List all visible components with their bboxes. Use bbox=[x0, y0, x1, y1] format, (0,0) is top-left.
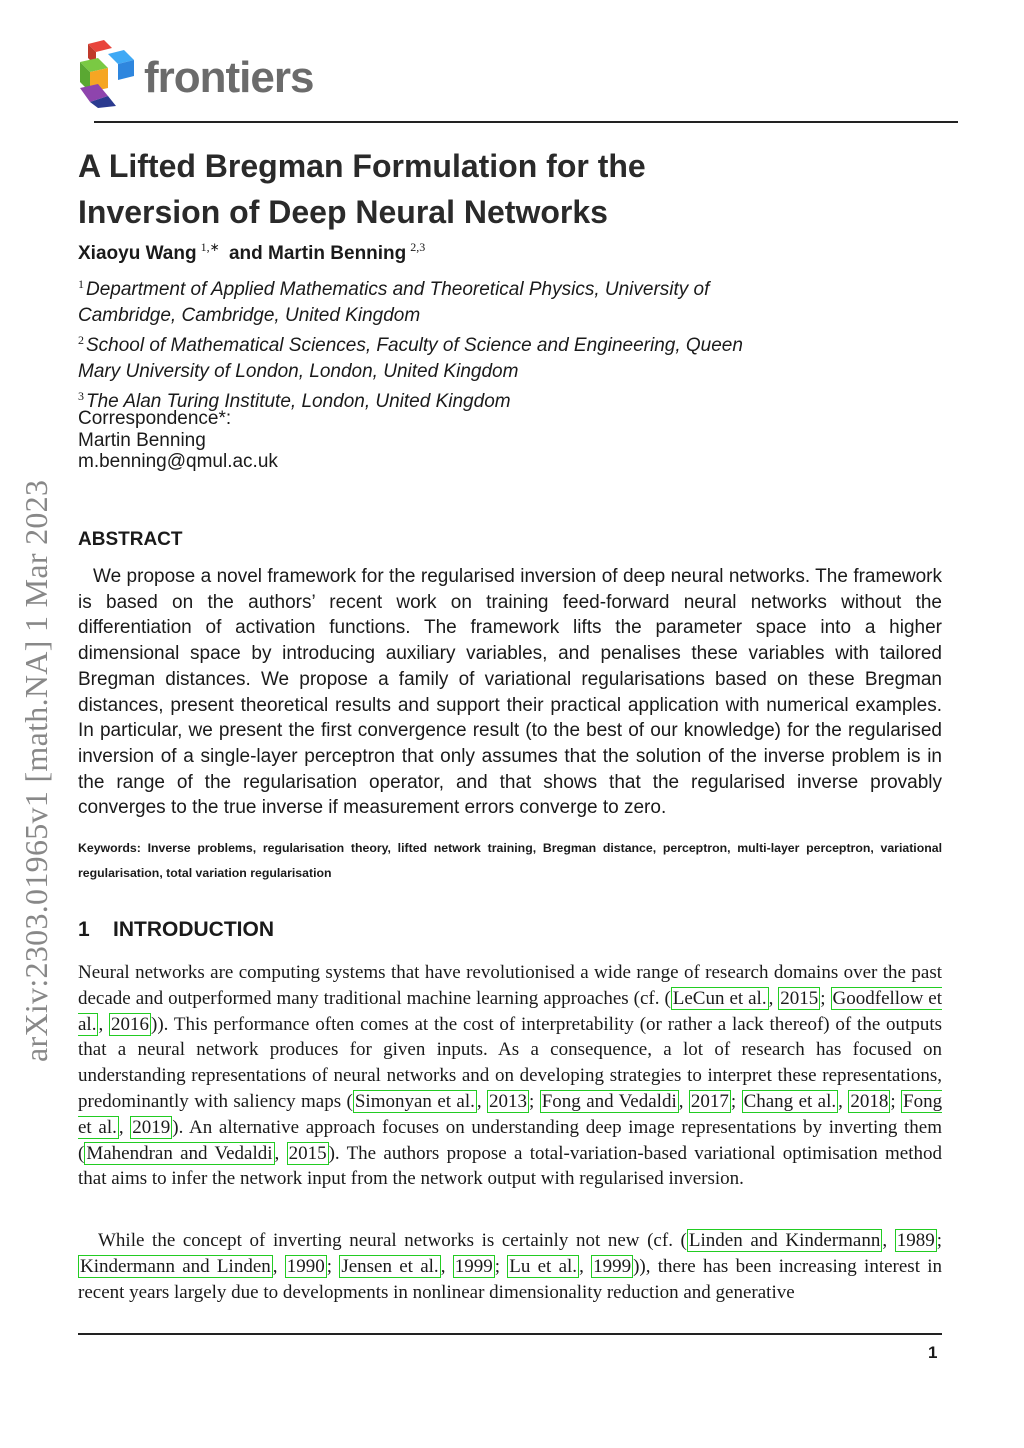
author-conjunction: and bbox=[228, 243, 263, 264]
citation-link[interactable]: 2016 bbox=[111, 1013, 150, 1035]
text-run: ; bbox=[529, 1090, 540, 1112]
citation-link[interactable]: 1999 bbox=[454, 1255, 493, 1277]
affiliations bbox=[78, 272, 958, 415]
citation-link[interactable]: 1989 bbox=[896, 1230, 935, 1251]
correspondence-label: Correspondence*: bbox=[78, 408, 232, 429]
affiliation-2-cont: Mary University of London, London, United Kingdom bbox=[78, 360, 519, 382]
citation-link[interactable]: Linden and Kindermann bbox=[688, 1230, 881, 1251]
citation-link[interactable]: 2013 bbox=[489, 1090, 528, 1112]
text-run: ; bbox=[936, 1230, 943, 1251]
text-run: ; bbox=[820, 987, 831, 1009]
arxiv-stamp: arXiv:2303.01965v1 [math.NA] 1 Mar 2023 bbox=[18, 479, 54, 1062]
text-run: , bbox=[440, 1255, 453, 1277]
text-run: , bbox=[98, 1013, 110, 1035]
text-run: , bbox=[476, 1090, 488, 1112]
authors bbox=[78, 240, 429, 265]
bottom-divider bbox=[78, 1333, 942, 1335]
text-run: , bbox=[272, 1255, 285, 1277]
citation-link[interactable]: 2019 bbox=[132, 1116, 171, 1138]
affiliation-2 bbox=[78, 328, 958, 359]
citation-link[interactable]: 2018 bbox=[850, 1090, 889, 1112]
section-title: INTRODUCTION bbox=[113, 918, 274, 941]
brand-name: frontiers bbox=[144, 53, 314, 102]
paper-title bbox=[78, 143, 938, 235]
abstract-text: We propose a novel framework for the regularised inversion of deep neural networks. The framework is based on the authors’ recent work on training feed-forward neural networks without the differentiation of activation functions. The framework lifts the parameter space into a higher dimensional space by introducing auxiliary variables, and penalises these variables with tailored Bregman distances. We propose a family of variational regularisations based on these Bregman distances, present theoretical results and support their practical application with numerical examples. In particular, we present the first convergence result (to the best of our knowledge) for the regularised inversion of a single-layer perceptron that only assumes that the solution of the inverse problem is in the range of the regularisation operator, and that shows that the regularised inverse provably converges to the true inverse if measurement errors converge to zero. bbox=[78, 566, 942, 819]
author-1-sup: 1,∗ bbox=[200, 240, 220, 254]
text-run: )). This performance often comes at the cost of interpretability (or rather a lack thereof) of the outputs that a neural network produces for given inputs. As a consequence, a lot of research has focused on understanding representations of neural networks and on developing strategies to interpret these representations, predominantly with saliency maps ( bbox=[78, 1013, 943, 1112]
section-heading-introduction bbox=[78, 918, 274, 942]
text-run: , bbox=[882, 1230, 895, 1251]
text-run: , bbox=[118, 1116, 131, 1138]
citation-link[interactable]: 1999 bbox=[593, 1255, 632, 1277]
text-run: , bbox=[274, 1142, 287, 1164]
page-number: 1 bbox=[928, 1343, 938, 1362]
text-run: , bbox=[838, 1090, 849, 1112]
section-number: 1 bbox=[78, 918, 90, 941]
correspondence bbox=[78, 408, 278, 473]
correspondence-email[interactable]: m.benning@qmul.ac.uk bbox=[78, 451, 278, 472]
citation-link[interactable]: Chang et al. bbox=[743, 1090, 837, 1112]
text-run: ; bbox=[890, 1090, 901, 1112]
text-run: ; bbox=[326, 1255, 340, 1277]
text-run: , bbox=[768, 987, 779, 1009]
author-2-name: Martin Benning bbox=[268, 243, 407, 264]
citation-link[interactable]: Lu et al. bbox=[509, 1255, 578, 1277]
citation-link[interactable]: 2015 bbox=[288, 1142, 327, 1164]
abstract-heading: ABSTRACT bbox=[78, 529, 183, 550]
affiliation-2-sup: 2 bbox=[78, 333, 84, 348]
citation-link[interactable]: Goodfellow et al. bbox=[78, 987, 942, 1035]
affiliation-3-sup: 3 bbox=[78, 389, 84, 404]
keywords: Keywords: Inverse problems, regularisation theory, lifted network training, Bregman distance, perceptron, multi-layer perceptron, variational regularisation, total variation regularisation bbox=[78, 841, 942, 880]
intro-paragraph-1 bbox=[78, 960, 942, 1192]
frontiers-logo bbox=[78, 40, 138, 108]
citation-link[interactable]: Simonyan et al. bbox=[354, 1090, 475, 1112]
affiliation-1 bbox=[78, 272, 958, 303]
text-run: ; bbox=[494, 1255, 508, 1277]
citation-link[interactable]: Kindermann and Linden bbox=[80, 1255, 271, 1277]
correspondence-name: Martin Benning bbox=[78, 429, 206, 451]
author-2-sup: 2,3 bbox=[410, 240, 426, 254]
intro-paragraph-2 bbox=[78, 1228, 942, 1305]
title-line-2: Inversion of Deep Neural Networks bbox=[78, 194, 608, 230]
author-1-name: Xiaoyu Wang bbox=[78, 243, 197, 264]
citation-link[interactable]: LeCun et al. bbox=[672, 987, 767, 1009]
citation-link[interactable]: Jensen et al. bbox=[341, 1255, 439, 1277]
citation-link[interactable]: 2017 bbox=[690, 1090, 729, 1112]
text-run: )), there has been increasing interest in recent years largely due to developments in nonlinear dimensionality reduction and generative bbox=[78, 1255, 943, 1303]
affiliation-2-line-1: School of Mathematical Sciences, Faculty of Science and Engineering, Queen bbox=[86, 335, 743, 357]
text-run: , bbox=[678, 1090, 689, 1112]
citation-link[interactable]: 2015 bbox=[780, 987, 819, 1009]
top-divider bbox=[94, 121, 958, 123]
citation-link[interactable]: Fong and Vedaldi bbox=[541, 1090, 677, 1112]
affiliation-3-line-1: The Alan Turing Institute, London, United Kingdom bbox=[86, 391, 511, 413]
text-run: Neural networks are computing systems that have revolutionised a wide range of research domains over the past decade and outperformed many traditional machine learning approaches (cf. ( bbox=[78, 962, 942, 1009]
affiliation-1-cont: Cambridge, Cambridge, United Kingdom bbox=[78, 304, 421, 326]
text-run: ). The authors propose a total-variation-based variational optimisation method that aims to infer the network input from the network output with regularised inversion. bbox=[78, 1142, 942, 1190]
text-run: While the concept of inverting neural networks is certainly not new (cf. ( bbox=[98, 1230, 687, 1251]
text-run: , bbox=[579, 1255, 592, 1277]
text-run: ). An alternative approach focuses on understanding deep image representations by inverting them ( bbox=[78, 1116, 942, 1164]
title-line-1: A Lifted Bregman Formulation for the bbox=[78, 148, 646, 184]
affiliation-1-line-1: Department of Applied Mathematics and Theoretical Physics, University of bbox=[86, 279, 710, 300]
citation-link[interactable]: Fong et al. bbox=[78, 1090, 943, 1138]
citation-link[interactable]: 1990 bbox=[286, 1255, 325, 1277]
affiliation-1-sup: 1 bbox=[78, 277, 84, 291]
text-run: ; bbox=[730, 1090, 742, 1112]
citation-link[interactable]: Mahendran and Vedaldi bbox=[86, 1142, 273, 1164]
